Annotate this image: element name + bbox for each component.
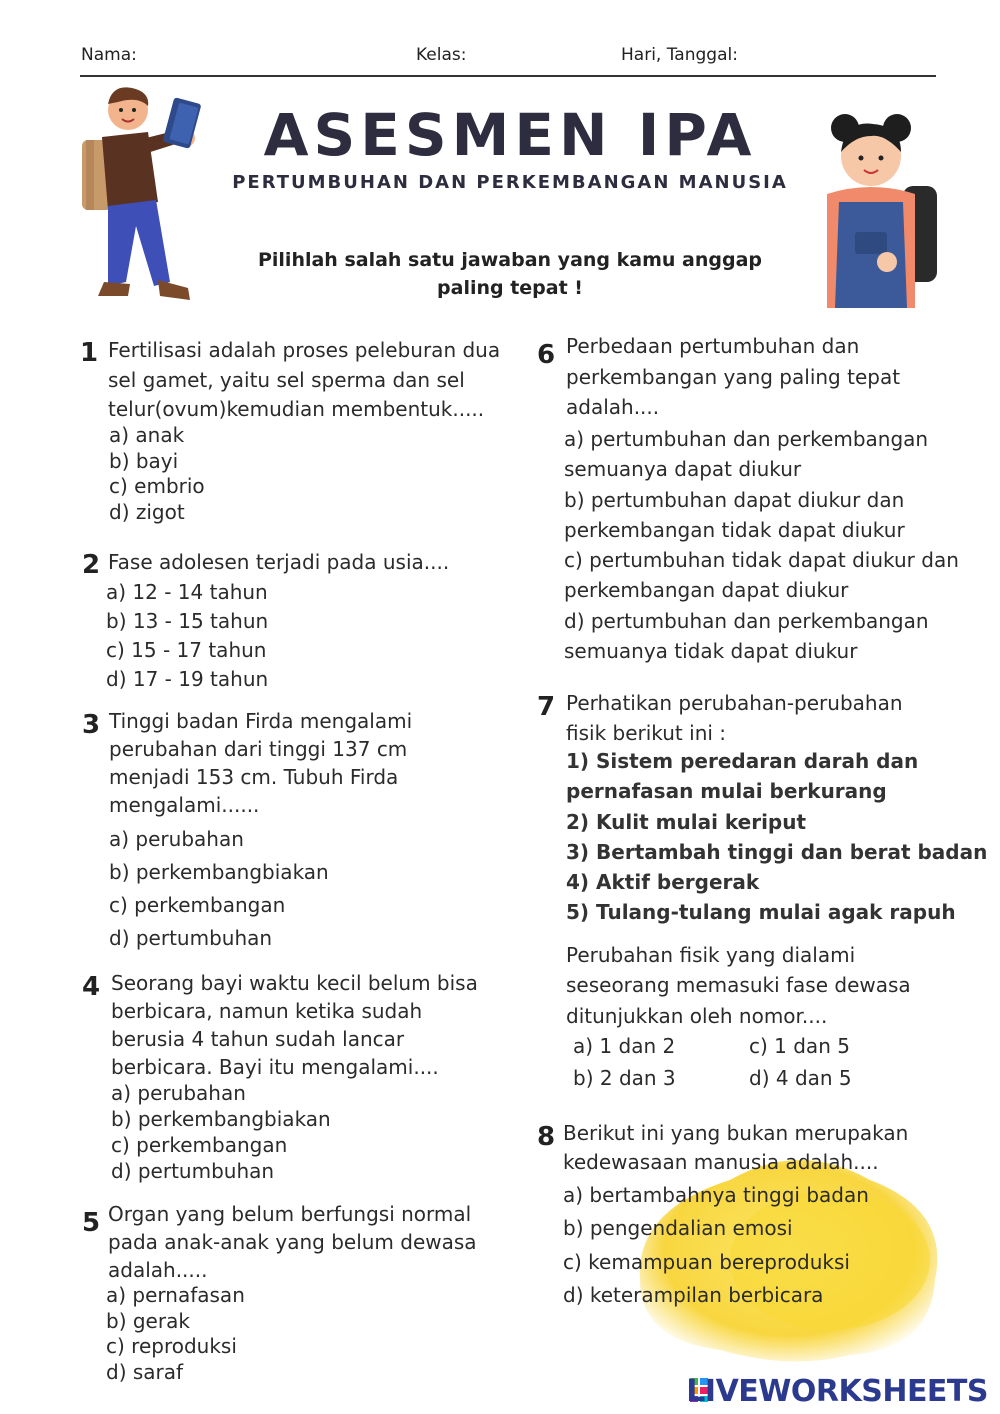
option-d[interactable]: d) zigot [109,499,185,524]
option-c[interactable]: c) reproduksi [106,1334,237,1358]
instruction-line: paling tepat ! [437,277,583,299]
list-item: 3) Bertambah tinggi dan berat badan [566,839,988,864]
option-d[interactable]: d) 17 - 19 tahun [106,667,269,691]
option-b[interactable]: b) 13 - 15 tahun [106,609,269,633]
question-3-text: Tinggi badan Firda mengalami perubahan dari tinggi 137 cm menjadi 153 cm. Tubuh Firda mengalami...... [109,709,413,817]
question-5-options [106,1283,245,1385]
option-a[interactable]: a) pertumbuhan dan perkembangan [564,427,929,451]
class-label: Kelas: [416,45,467,65]
question-4-options [111,1080,331,1184]
option-c[interactable]: c) 15 - 17 tahun [106,638,267,662]
option-d[interactable]: d) keterampilan berbicara [563,1282,824,1307]
option-b[interactable]: b) perkembangbiakan [109,860,329,884]
date-label: Hari, Tanggal: [621,45,738,65]
option-c[interactable]: c) kemampuan bereproduksi [563,1249,850,1274]
question-7-prompt: Perubahan fisik yang dialami seseorang memasuki fase dewasa ditunjukkan oleh nomor.... [566,943,911,1028]
question-2-text: Fase adolesen terjadi pada usia.... [108,550,450,574]
option-b[interactable]: b) bayi [109,448,179,473]
question-7-items [566,746,987,928]
option-b[interactable]: b) pengendalian emosi [563,1216,793,1241]
option-a-cont: semuanya dapat diukur [564,457,802,482]
option-b[interactable]: b) 2 dan 3 [573,1066,676,1090]
liveworksheets-watermark: LIVEWORKSHEETS [686,1374,988,1409]
option-c[interactable]: c) 1 dan 5 [749,1034,850,1058]
option-b[interactable]: b) pertumbuhan dapat diukur dan [564,487,905,512]
page-title: ASESMEN IPA [263,101,757,169]
list-item: 1) Sistem peredaran darah dan [566,749,919,773]
instructions [250,246,770,302]
option-c[interactable]: c) pertumbuhan tidak dapat diukur dan [564,548,959,573]
list-item: 5) Tulang-tulang mulai agak rapuh [566,900,956,925]
girl-illustration [815,112,945,308]
question-number: 2 [82,550,101,580]
option-d[interactable]: d) pertumbuhan [111,1159,275,1183]
question-1-text: Fertilisasi adalah proses peleburan dua sel gamet, yaitu sel sperma dan sel telur(ovum)kemudian membentuk..... [108,338,501,421]
instruction-line: Pilihlah salah satu jawaban yang kamu anggap [257,249,762,271]
question-6-options [564,424,959,666]
option-a[interactable]: a) anak [109,423,185,447]
question-8-options [563,1179,869,1312]
option-c[interactable]: c) perkembangan [111,1133,288,1157]
question-number: 6 [537,340,556,370]
list-item: 2) Kulit mulai keriput [566,809,807,834]
question-2-options [106,578,268,694]
option-d-cont: semuanya tidak dapat diukur [564,639,858,664]
page-subtitle: PERTUMBUHAN DAN PERKEMBANGAN MANUSIA [232,172,788,193]
option-d[interactable]: d) pertumbuhan dan perkembangan [564,608,929,633]
list-item: pernafasan mulai berkurang [566,779,887,804]
option-d[interactable]: d) 4 dan 5 [749,1066,852,1090]
option-b-cont: perkembangan tidak dapat diukur [564,517,905,542]
option-a[interactable]: a) perubahan [111,1081,246,1105]
question-number: 3 [82,710,101,740]
option-b[interactable]: b) gerak [106,1308,190,1333]
option-c-cont: perkembangan dapat diukur [564,578,849,603]
question-4-text: Seorang bayi waktu kecil belum bisa berbicara, namun ketika sudah berusia 4 tahun sudah lancar berbicara. Bayi itu mengalami.... [111,971,478,1079]
question-7-text: Perhatikan perubahan-perubahan fisik berikut ini : [566,691,903,745]
list-item: 4) Aktif bergerak [566,870,760,895]
question-1-options [109,423,205,525]
question-number: 5 [82,1208,101,1238]
question-number: 4 [82,972,101,1002]
option-a[interactable]: a) bertambahnya tinggi badan [563,1183,869,1207]
question-8-text: Berikut ini yang bukan merupakan kedewasaan manusia adalah.... [563,1121,909,1174]
option-d[interactable]: d) saraf [106,1359,184,1384]
option-c[interactable]: c) perkembangan [109,893,286,917]
question-number: 1 [80,338,99,368]
option-b[interactable]: b) perkembangbiakan [111,1107,331,1131]
option-a[interactable]: a) 1 dan 2 [573,1034,676,1058]
option-d[interactable]: d) pertumbuhan [109,926,273,950]
option-c[interactable]: c) embrio [109,474,205,498]
option-a[interactable]: a) perubahan [109,827,244,851]
question-5-text: Organ yang belum berfungsi normal pada anak-anak yang belum dewasa adalah..... [108,1202,477,1282]
question-number: 7 [537,692,556,722]
question-6-text: Perbedaan pertumbuhan dan perkembangan yang paling tepat adalah.... [566,334,901,419]
header-rule [80,75,936,77]
option-a[interactable]: a) pernafasan [106,1283,245,1307]
question-3-options [109,823,329,955]
name-label: Nama: [81,45,137,65]
boy-illustration [78,82,218,318]
option-a[interactable]: a) 12 - 14 tahun [106,580,268,604]
question-number: 8 [537,1122,556,1152]
